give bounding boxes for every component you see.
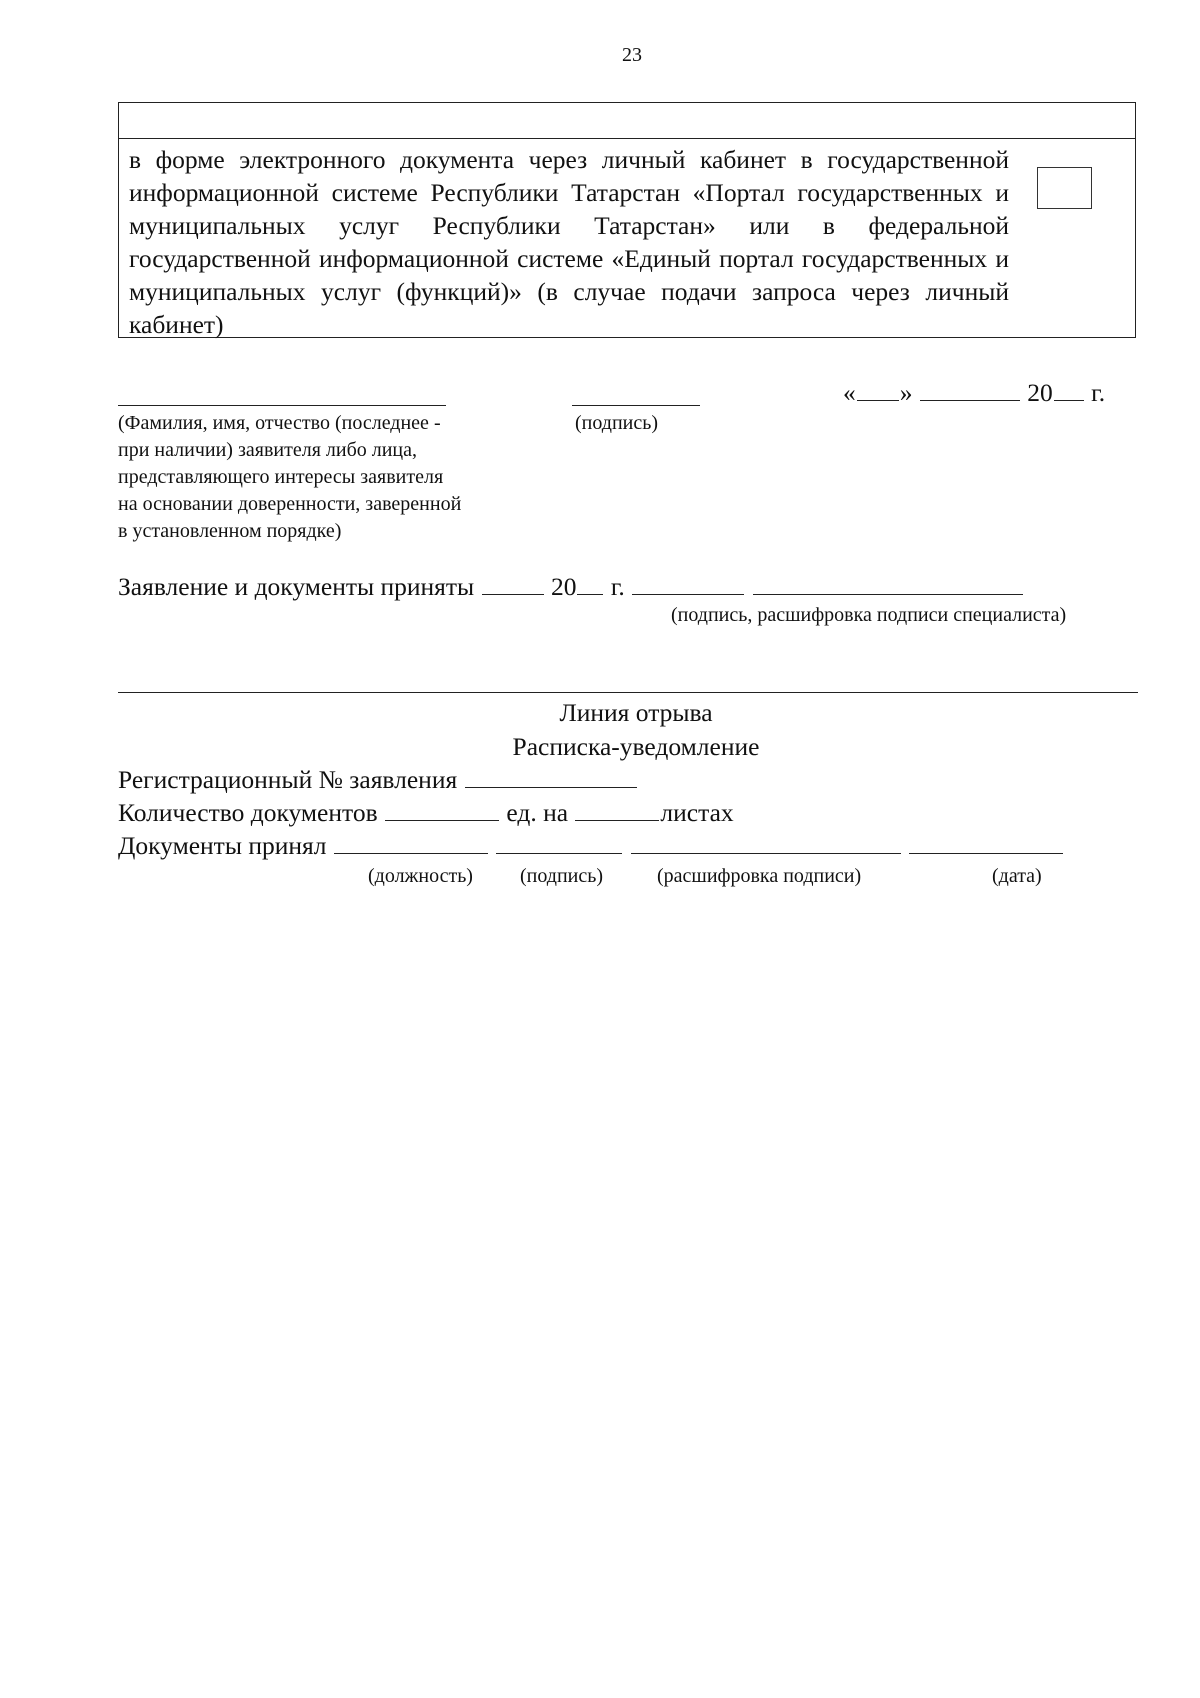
- reg-number-blank[interactable]: [465, 767, 637, 788]
- accepted-by-row: [118, 831, 1064, 861]
- acceptance-year-blank[interactable]: [577, 574, 603, 595]
- applicant-name-caption: [118, 410, 558, 545]
- signature-caption: (подпись): [575, 412, 659, 434]
- accepted-by-label: Документы принял: [118, 831, 327, 860]
- caption-line: при наличии) заявителя либо лица,: [118, 439, 418, 461]
- specialist-signature-blank[interactable]: [632, 574, 744, 595]
- caption-line: представляющего интересы заявителя: [118, 466, 444, 488]
- date-open-quote: «: [843, 378, 856, 407]
- date-caption: (дата): [992, 865, 1042, 887]
- specialist-name-blank[interactable]: [753, 574, 1023, 595]
- caption-line: в установленном порядке): [118, 520, 342, 542]
- decoding-caption: (расшифровка подписи): [657, 865, 862, 887]
- submission-option-table: [118, 102, 1136, 338]
- caption-line: на основании доверенности, заверенной: [118, 493, 462, 515]
- acceptance-caption: (подпись, расшифровка подписи специалиста): [671, 604, 1067, 626]
- receipt-signature-blank[interactable]: [496, 833, 622, 854]
- receipt-title: Расписка-уведомление: [512, 732, 760, 761]
- acceptance-year-suffix: г.: [610, 572, 625, 601]
- doc-count-blank[interactable]: [385, 800, 499, 821]
- date-day-blank[interactable]: [857, 380, 899, 401]
- page-number: 23: [622, 44, 642, 66]
- applicant-name-line[interactable]: [118, 405, 446, 406]
- applicant-signature-line[interactable]: [572, 405, 700, 406]
- date-close-quote: »: [899, 378, 913, 407]
- doc-count-label: Количество документов: [118, 798, 378, 827]
- decoding-blank[interactable]: [631, 833, 901, 854]
- receipt-date-blank[interactable]: [909, 833, 1063, 854]
- sheet-count-blank[interactable]: [575, 800, 659, 821]
- position-blank[interactable]: [334, 833, 488, 854]
- reg-number-label: Регистрационный № заявления: [118, 765, 458, 794]
- acceptance-year-prefix: 20: [550, 572, 577, 601]
- date-year-suffix: г.: [1091, 378, 1106, 407]
- acceptance-label: Заявление и документы приняты: [118, 572, 475, 601]
- doc-count-row: [118, 798, 734, 828]
- tear-line-label: Линия отрыва: [559, 698, 713, 727]
- receipt-signature-caption: (подпись): [520, 865, 604, 887]
- date-year-blank[interactable]: [1054, 380, 1084, 401]
- date-month-blank[interactable]: [920, 380, 1020, 401]
- sheets-label: листах: [660, 798, 734, 827]
- position-caption: (должность): [368, 865, 473, 887]
- reg-number-row: [118, 765, 638, 795]
- table-header-row: [119, 103, 1135, 139]
- acceptance-row: [118, 572, 1024, 602]
- option-description: в форме электронного документа через личный кабинет в государственной информационной системе Республики Татарстан «Портал государственных и муниципальных услуг Республики Татарстан» или в федеральной государственной информационной системе «Единый портал государственных и муниципальных услуг (функций)» (в случае подачи запроса через личный кабинет): [129, 145, 1009, 339]
- acceptance-date-blank[interactable]: [482, 574, 544, 595]
- date-year-prefix: 20: [1027, 378, 1053, 407]
- tear-line: [118, 692, 1138, 693]
- units-label: ед. на: [506, 798, 569, 827]
- caption-line: (Фамилия, имя, отчество (последнее -: [118, 412, 441, 434]
- date-field[interactable]: [843, 378, 1105, 408]
- option-checkbox[interactable]: [1037, 167, 1092, 209]
